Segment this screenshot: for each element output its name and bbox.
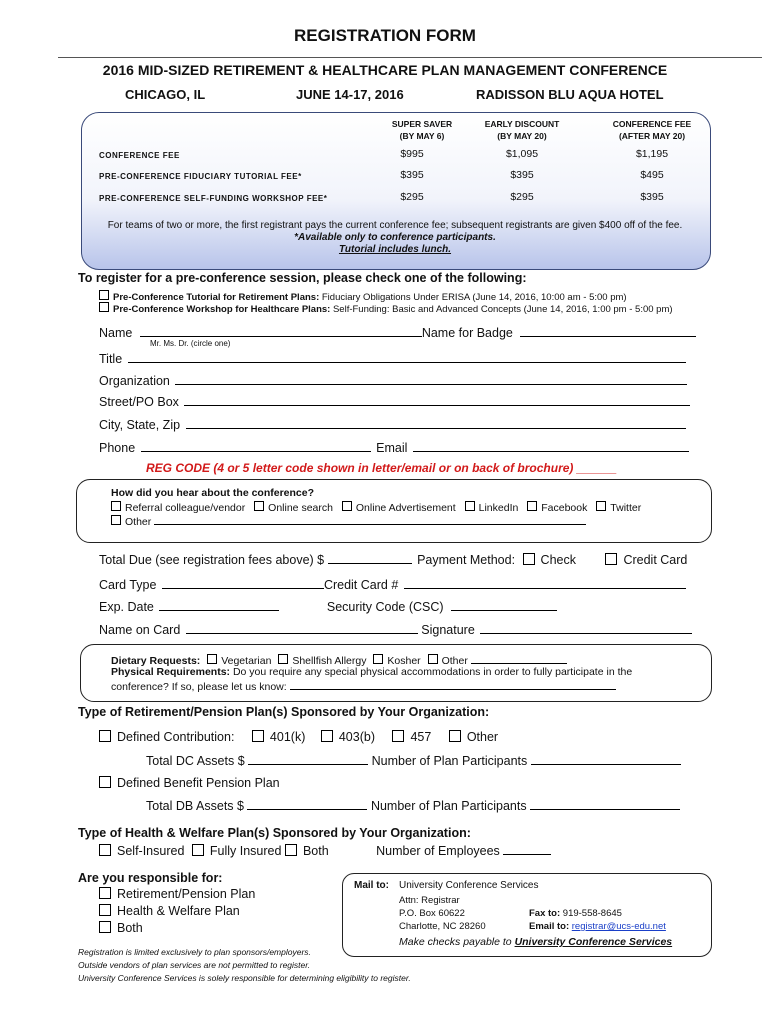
health-heading: Type of Health & Welfare Plan(s) Sponsored by Your Organization: [78,826,471,840]
physical-requirements: Physical Requirements: Do you require any special physical accommodations in order to fully participate in the [111,666,633,678]
street-field[interactable] [184,393,690,406]
employees-field[interactable] [503,842,551,855]
dc-assets-row: Total DC Assets $ Number of Plan Participants [146,752,681,768]
dietary-option[interactable]: Shellfish Allergy [278,655,366,667]
fee-value: $395 [400,169,424,181]
city-label: City, State, Zip [99,418,181,432]
dc-row [99,730,498,744]
referral-option[interactable]: LinkedIn [465,502,519,514]
card-number-field[interactable] [404,576,686,589]
fee-value: $495 [640,169,664,181]
dietary-option[interactable]: Kosher [373,655,420,667]
fee-availability-note: *Available only to conference participants. [294,232,496,243]
badge-label: Name for Badge [421,326,513,340]
fee-value: $395 [640,191,664,203]
total-due-label: Total Due (see registration fees above) $ [99,553,325,567]
exp-row [99,598,557,614]
referral-option[interactable]: Referral colleague/vendor [111,502,245,514]
fee-lunch-note: Tutorial includes lunch. [338,244,452,255]
responsible-option[interactable]: Retirement/Pension Plan [99,887,255,901]
footer-note: Outside vendors of plan services are not permitted to register. [78,960,311,970]
checkbox[interactable] [99,302,109,312]
conference-hotel: RADISSON BLU AQUA HOTEL [476,87,664,102]
phone-row [99,439,689,455]
fee-header-regular: CONFERENCE FEE (AFTER MAY 20) [612,119,692,141]
fee-row-label: CONFERENCE FEE [99,151,180,160]
credit-option[interactable]: Credit Card [605,553,687,567]
conference-location: CHICAGO, IL [125,87,206,102]
name-on-card-field[interactable] [186,621,418,634]
referral-option[interactable]: Twitter [596,502,641,514]
exp-label: Exp. Date [99,600,154,614]
mail-city: Charlotte, NC 28260 [399,921,486,932]
other-plan-option[interactable]: Other [449,730,498,744]
card-type-field[interactable] [162,576,324,589]
retirement-heading: Type of Retirement/Pension Plan(s) Sponsored by Your Organization: [78,705,490,719]
name-label: Name [99,326,133,340]
fully-insured-option[interactable]: Fully Insured [192,844,282,858]
conference-dates: JUNE 14-17, 2016 [296,87,404,102]
fee-team-note: For teams of two or more, the first registrant pays the current conference fee; subsequent registrants are given $400 off of the fee. [107,220,683,231]
457-option[interactable]: 457 [392,730,431,744]
registrar-email-link[interactable]: registrar@ucs-edu.net [571,921,666,932]
phone-field[interactable] [141,439,371,452]
email-line: Email to: registrar@ucs-edu.net [529,921,666,932]
mail-po: P.O. Box 60622 [399,908,465,919]
organization-row [99,372,687,388]
conference-title: 2016 MID-SIZED RETIREMENT & HEALTHCARE PLAN MANAGEMENT CONFERENCE [102,62,668,78]
responsible-option[interactable]: Health & Welfare Plan [99,904,240,918]
preconf-option-tutorial[interactable]: Pre-Conference Tutorial for Retirement Plans: Fiduciary Obligations Under ERISA (June 14, 2016, 10:00 am - 5:00 pm) [99,290,627,303]
dc-option[interactable]: Defined Contribution: [99,730,234,744]
exp-field[interactable] [159,598,279,611]
fee-value: $295 [510,191,534,203]
street-row [99,393,690,409]
city-field[interactable] [186,416,686,429]
health-row: Self-Insured Fully Insured Both Number of Employees [99,842,551,858]
fee-value: $1,195 [635,148,669,160]
mail-label: Mail to: [354,880,389,891]
responsible-option[interactable]: Both [99,921,143,935]
referral-options [111,501,641,514]
card-type-label: Card Type [99,578,157,592]
name-row [99,324,696,340]
footer-note: University Conference Services is solely responsible for determining eligibility to register. [78,973,411,983]
signature-label: Signature [421,623,475,637]
physical-field[interactable] [290,679,616,690]
name-field[interactable] [140,324,422,337]
401k-option[interactable]: 401(k) [252,730,305,744]
referral-option[interactable]: Facebook [527,502,587,514]
referral-question: How did you hear about the conference? [111,487,315,499]
referral-other[interactable]: Other [111,514,586,528]
checkbox[interactable] [99,290,109,300]
badge-field[interactable] [520,324,696,337]
dc-assets-field[interactable] [248,752,368,765]
mail-attn: Attn: Registrar [399,895,460,906]
card-number-label: Credit Card # [323,578,399,592]
reg-code[interactable]: REG CODE (4 or 5 letter code shown in letter/email or on back of brochure) ______ [146,461,617,475]
db-assets-row: Total DB Assets $ Number of Plan Participants [146,797,680,813]
dc-participants-field[interactable] [531,752,681,765]
footer-note: Registration is limited exclusively to plan sponsors/employers. [78,947,311,957]
phone-label: Phone [99,441,136,455]
csc-label: Security Code (CSC) [326,600,444,614]
both-option[interactable]: Both [285,844,329,858]
dietary-option[interactable]: Vegetarian [207,655,271,667]
checks-line: Make checks payable to University Conference Services [399,936,673,948]
street-label: Street/PO Box [99,395,179,409]
fee-header-super-saver: SUPER SAVER (BY MAY 6) [391,119,453,141]
total-due-field[interactable] [328,551,412,564]
payment-method-label: Payment Method: [417,553,516,567]
organization-label: Organization [99,374,170,388]
fee-value: $1,095 [505,148,539,160]
mail-org: University Conference Services [399,880,539,891]
physical-requirements-2: conference? If so, please let us know: [111,679,616,693]
db-assets-field[interactable] [247,797,367,810]
responsible-heading: Are you responsible for: [78,871,223,885]
form-title: REGISTRATION FORM [294,26,476,45]
name-on-card-row [99,621,692,637]
total-due-row [99,551,687,567]
fee-value: $295 [400,191,424,203]
email-field[interactable] [413,439,689,452]
preconf-option-workshop[interactable]: Pre-Conference Workshop for Healthcare Plans: Self-Funding: Basic and Advanced Concepts (June 14, 2016, 1:00 pm - 5:00 pm) [99,302,673,315]
preconf-heading: To register for a pre-conference session, please check one of the following: [78,271,527,285]
email-label: Email [376,441,408,455]
title-label: Title [99,352,123,366]
fee-row-label: PRE-CONFERENCE SELF-FUNDING WORKSHOP FEE* [99,194,328,203]
fee-row-label: PRE-CONFERENCE FIDUCIARY TUTORIAL FEE* [99,172,302,181]
city-row [99,416,686,432]
dietary-row: Dietary Requests: Vegetarian Shellfish Allergy Kosher Other [111,653,567,667]
fee-value: $395 [510,169,534,181]
organization-field[interactable] [175,372,687,385]
signature-field[interactable] [480,621,692,634]
title-row [99,350,686,366]
header-rule [58,57,762,58]
referral-option[interactable]: Online Advertisement [342,502,456,514]
db-participants-field[interactable] [530,797,680,810]
fax-line: Fax to: 919-558-8645 [529,908,622,919]
salutation: Mr. Ms. Dr. (circle one) [150,339,231,348]
referral-option[interactable]: Online search [254,502,333,514]
fee-header-early: EARLY DISCOUNT (BY MAY 20) [484,119,560,141]
check-option[interactable]: Check [523,553,576,567]
403b-option[interactable]: 403(b) [321,730,375,744]
name-on-card-label: Name on Card [99,623,181,637]
fee-value: $995 [400,148,424,160]
db-option[interactable]: Defined Benefit Pension Plan [99,776,280,790]
csc-field[interactable] [451,598,557,611]
title-field[interactable] [128,350,686,363]
self-insured-option[interactable]: Self-Insured [99,844,184,858]
dietary-option[interactable]: Other [428,655,468,667]
card-type-row [99,576,686,592]
